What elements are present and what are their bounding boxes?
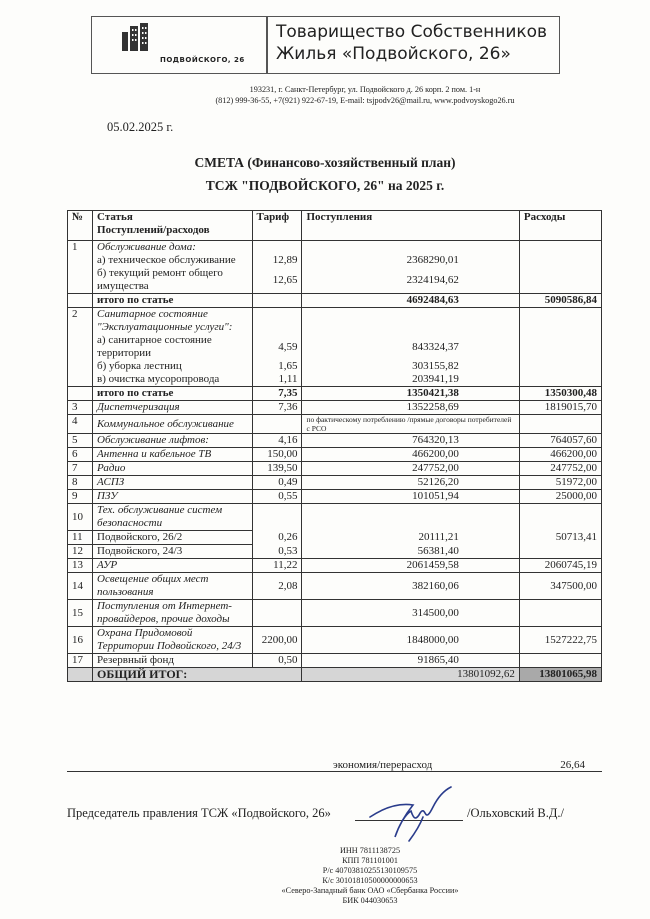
row-expense: 764057,60 — [519, 434, 601, 448]
logo-frame — [91, 16, 268, 74]
row-num — [68, 334, 93, 360]
table-row — [68, 490, 602, 504]
row-income — [302, 504, 519, 531]
row-num: 9 — [68, 490, 93, 504]
header-expense: Расходы — [519, 211, 601, 241]
row-label: Освещение общих мест пользования — [93, 573, 252, 600]
row-label: Антенна и кабельное ТВ — [93, 448, 252, 462]
row-label: Радио — [93, 462, 252, 476]
header-income: Поступления — [302, 211, 519, 241]
row-label: Тех. обслуживание систем безопасности — [93, 504, 252, 531]
row-tariff: 139,50 — [252, 462, 302, 476]
table-subtotal-row — [68, 294, 602, 308]
row-label: Поступления от Интернет-провайдеров, прочие доходы — [93, 600, 252, 627]
table-subtotal-row — [68, 387, 602, 401]
row-tariff — [252, 241, 302, 255]
table-row — [68, 573, 602, 600]
document-title: СМЕТА (Финансово-хозяйственный план) — [194, 155, 456, 170]
row-tariff: 2200,00 — [252, 627, 302, 654]
row-label: Коммунальное обслуживание — [93, 415, 252, 434]
row-income-note: по фактическому потреблению /прямые договоры потребителей с РСО — [302, 415, 519, 434]
row-expense: 2060745,19 — [519, 559, 601, 573]
row-expense — [519, 654, 601, 668]
row-num — [68, 668, 93, 682]
row-num: 3 — [68, 401, 93, 415]
table-row — [68, 373, 602, 387]
table-row — [68, 600, 602, 627]
table-row — [68, 504, 602, 531]
row-expense: 51972,00 — [519, 476, 601, 490]
subtotal-label: итого по статье — [93, 387, 252, 401]
logo-text: ПОДВОЙСКОГО, 26 — [160, 56, 245, 64]
row-expense: 247752,00 — [519, 462, 601, 476]
row-num: 4 — [68, 415, 93, 434]
table-row — [68, 267, 602, 294]
requisite-bik: БИК 044030653 — [342, 896, 398, 905]
row-tariff — [252, 294, 302, 308]
table-row — [68, 559, 602, 573]
row-expense — [519, 241, 601, 255]
requisite-account: Р/с 40703810255130109575 — [322, 866, 418, 875]
row-num — [68, 373, 93, 387]
document-date: 05.02.2025 г. — [107, 120, 174, 134]
row-tariff: 0,53 — [252, 545, 302, 559]
row-tariff: 0,26 — [252, 531, 302, 545]
row-label: в) очистка мусоропровода — [93, 373, 252, 387]
subtotal-label: итого по статье — [93, 294, 252, 308]
building-logo-icon — [120, 22, 150, 52]
row-income: 1352258,69 — [302, 401, 519, 415]
row-expense — [519, 373, 601, 387]
row-expense — [519, 334, 601, 360]
row-tariff: 4,59 — [252, 334, 302, 360]
row-expense: 1819015,70 — [519, 401, 601, 415]
row-tariff: 1,65 — [252, 360, 302, 373]
row-income: 101051,94 — [302, 490, 519, 504]
row-tariff: 4,16 — [252, 434, 302, 448]
row-expense — [519, 308, 601, 335]
row-expense — [519, 415, 601, 434]
row-income: 466200,00 — [302, 448, 519, 462]
org-name: Товарищество Собственников Жилья «Подвойского, 26» — [276, 22, 548, 64]
row-income: 303155,82 — [302, 360, 519, 373]
row-income — [302, 241, 519, 255]
row-num — [68, 387, 93, 401]
row-expense: 347500,00 — [519, 573, 601, 600]
row-tariff: 7,36 — [252, 401, 302, 415]
row-income: 382160,06 — [302, 573, 519, 600]
row-tariff — [252, 308, 302, 335]
row-tariff — [252, 504, 302, 531]
row-expense — [519, 254, 601, 267]
requisite-kpp: КПП 781101001 — [342, 856, 398, 865]
row-income: 20111,21 — [302, 531, 519, 545]
row-label: АСПЗ — [93, 476, 252, 490]
table-row — [68, 434, 602, 448]
row-num: 5 — [68, 434, 93, 448]
requisite-corr-account: К/с 30101810500000000653 — [322, 876, 418, 885]
row-tariff: 0,55 — [252, 490, 302, 504]
row-income: 1848000,00 — [302, 627, 519, 654]
header-num: № — [68, 211, 93, 241]
row-label: б) уборка лестниц — [93, 360, 252, 373]
row-num — [68, 294, 93, 308]
subtotal-expense: 5090586,84 — [519, 294, 601, 308]
row-income: 764320,13 — [302, 434, 519, 448]
row-label: Диспетчеризация — [93, 401, 252, 415]
contacts-line: (812) 999-36-55, +7(921) 922-67-19, E-mail: tsjpodv26@mail.ru, www.podvoyskogo26.ru — [215, 96, 515, 105]
table-row — [68, 241, 602, 255]
row-num: 16 — [68, 627, 93, 654]
subtotal-expense: 1350300,48 — [519, 387, 601, 401]
row-expense — [519, 504, 601, 531]
row-income: 203941,19 — [302, 373, 519, 387]
table-row — [68, 627, 602, 654]
row-expense — [519, 600, 601, 627]
row-tariff: 150,00 — [252, 448, 302, 462]
economy-underline — [67, 771, 602, 772]
row-label: Санитарное состояние "Эксплуатационные услуги": — [93, 308, 252, 335]
grand-total-row — [68, 668, 602, 682]
table-header-row — [68, 211, 602, 241]
row-num: 11 — [68, 531, 93, 545]
row-expense: 50713,41 — [519, 531, 601, 559]
subtotal-tariff: 7,35 — [252, 387, 302, 401]
row-num: 6 — [68, 448, 93, 462]
table-row — [68, 448, 602, 462]
row-tariff — [252, 415, 302, 434]
row-expense — [519, 360, 601, 373]
subtotal-income: 1350421,38 — [302, 387, 519, 401]
row-num: 8 — [68, 476, 93, 490]
row-num — [68, 254, 93, 267]
table-row — [68, 462, 602, 476]
row-num: 7 — [68, 462, 93, 476]
row-tariff: 2,08 — [252, 573, 302, 600]
row-tariff — [252, 600, 302, 627]
row-expense — [519, 267, 601, 294]
row-income: 56381,40 — [302, 545, 519, 559]
grand-total-label: ОБЩИЙ ИТОГ: — [93, 668, 302, 682]
row-income — [302, 308, 519, 335]
row-income: 52126,20 — [302, 476, 519, 490]
row-label: Подвойского, 26/2 — [93, 531, 252, 545]
chair-label: Председатель правления ТСЖ «Подвойского, 26» — [67, 806, 331, 820]
row-income: 843324,37 — [302, 334, 519, 360]
row-num: 13 — [68, 559, 93, 573]
table-row — [68, 531, 602, 545]
requisite-inn: ИНН 7811138725 — [339, 846, 401, 855]
row-num — [68, 267, 93, 294]
row-num: 14 — [68, 573, 93, 600]
row-label: Резервный фонд — [93, 654, 252, 668]
row-tariff: 12,89 — [252, 254, 302, 267]
row-expense: 1527222,75 — [519, 627, 601, 654]
table-row — [68, 654, 602, 668]
row-tariff: 11,22 — [252, 559, 302, 573]
handwritten-signature — [365, 785, 460, 845]
row-num: 2 — [68, 308, 93, 335]
economy-label: экономия/перерасход — [333, 759, 433, 771]
budget-table — [67, 210, 602, 682]
table-row — [68, 254, 602, 267]
row-label: а) техническое обслуживание — [93, 254, 252, 267]
table-row — [68, 360, 602, 373]
grand-total-expense: 13801065,98 — [519, 668, 601, 682]
row-label: а) санитарное состояние территории — [93, 334, 252, 360]
economy-value: 26,64 — [560, 759, 585, 771]
row-num: 15 — [68, 600, 93, 627]
row-label: Охрана Придомовой Территории Подвойского, 24/3 — [93, 627, 252, 654]
row-label: б) текущий ремонт общего имущества — [93, 267, 252, 294]
row-tariff: 0,49 — [252, 476, 302, 490]
subtotal-income: 4692484,63 — [302, 294, 519, 308]
header-article — [93, 211, 252, 241]
table-row — [68, 334, 602, 360]
row-tariff: 1,11 — [252, 373, 302, 387]
chair-name: /Ольховский В.Д./ — [467, 806, 565, 820]
row-label: Обслуживание дома: — [93, 241, 252, 255]
row-num: 12 — [68, 545, 93, 559]
header-tariff: Тариф — [252, 211, 302, 241]
row-num — [68, 360, 93, 373]
table-row — [68, 308, 602, 335]
row-num: 10 — [68, 504, 93, 531]
grand-total-income: 13801092,62 — [302, 668, 519, 682]
row-num: 1 — [68, 241, 93, 255]
row-income: 2324194,62 — [302, 267, 519, 294]
row-label: АУР — [93, 559, 252, 573]
row-label: ПЗУ — [93, 490, 252, 504]
row-expense: 25000,00 — [519, 490, 601, 504]
row-income: 2368290,01 — [302, 254, 519, 267]
document-subtitle: ТСЖ "ПОДВОЙСКОГО, 26" на 2025 г. — [205, 178, 445, 193]
table-row — [68, 401, 602, 415]
row-tariff: 0,50 — [252, 654, 302, 668]
header-article-line2: Поступлений/расходов — [97, 224, 210, 236]
row-label: Подвойского, 24/3 — [93, 545, 252, 559]
row-expense: 466200,00 — [519, 448, 601, 462]
row-income: 2061459,58 — [302, 559, 519, 573]
header-article-line1: Статья — [97, 211, 133, 223]
row-tariff: 12,65 — [252, 267, 302, 294]
row-income: 247752,00 — [302, 462, 519, 476]
row-label: Обслуживание лифтов: — [93, 434, 252, 448]
row-income: 314500,00 — [302, 600, 519, 627]
requisite-bank: «Северо-Западный банк ОАО «Сбербанка России» — [281, 886, 459, 895]
table-row — [68, 415, 602, 434]
row-income: 91865,40 — [302, 654, 519, 668]
address-line: 193231, г. Санкт-Петербург, ул. Подвойского д. 26 корп. 2 пом. 1-н — [249, 85, 481, 94]
row-num: 17 — [68, 654, 93, 668]
table-row — [68, 476, 602, 490]
